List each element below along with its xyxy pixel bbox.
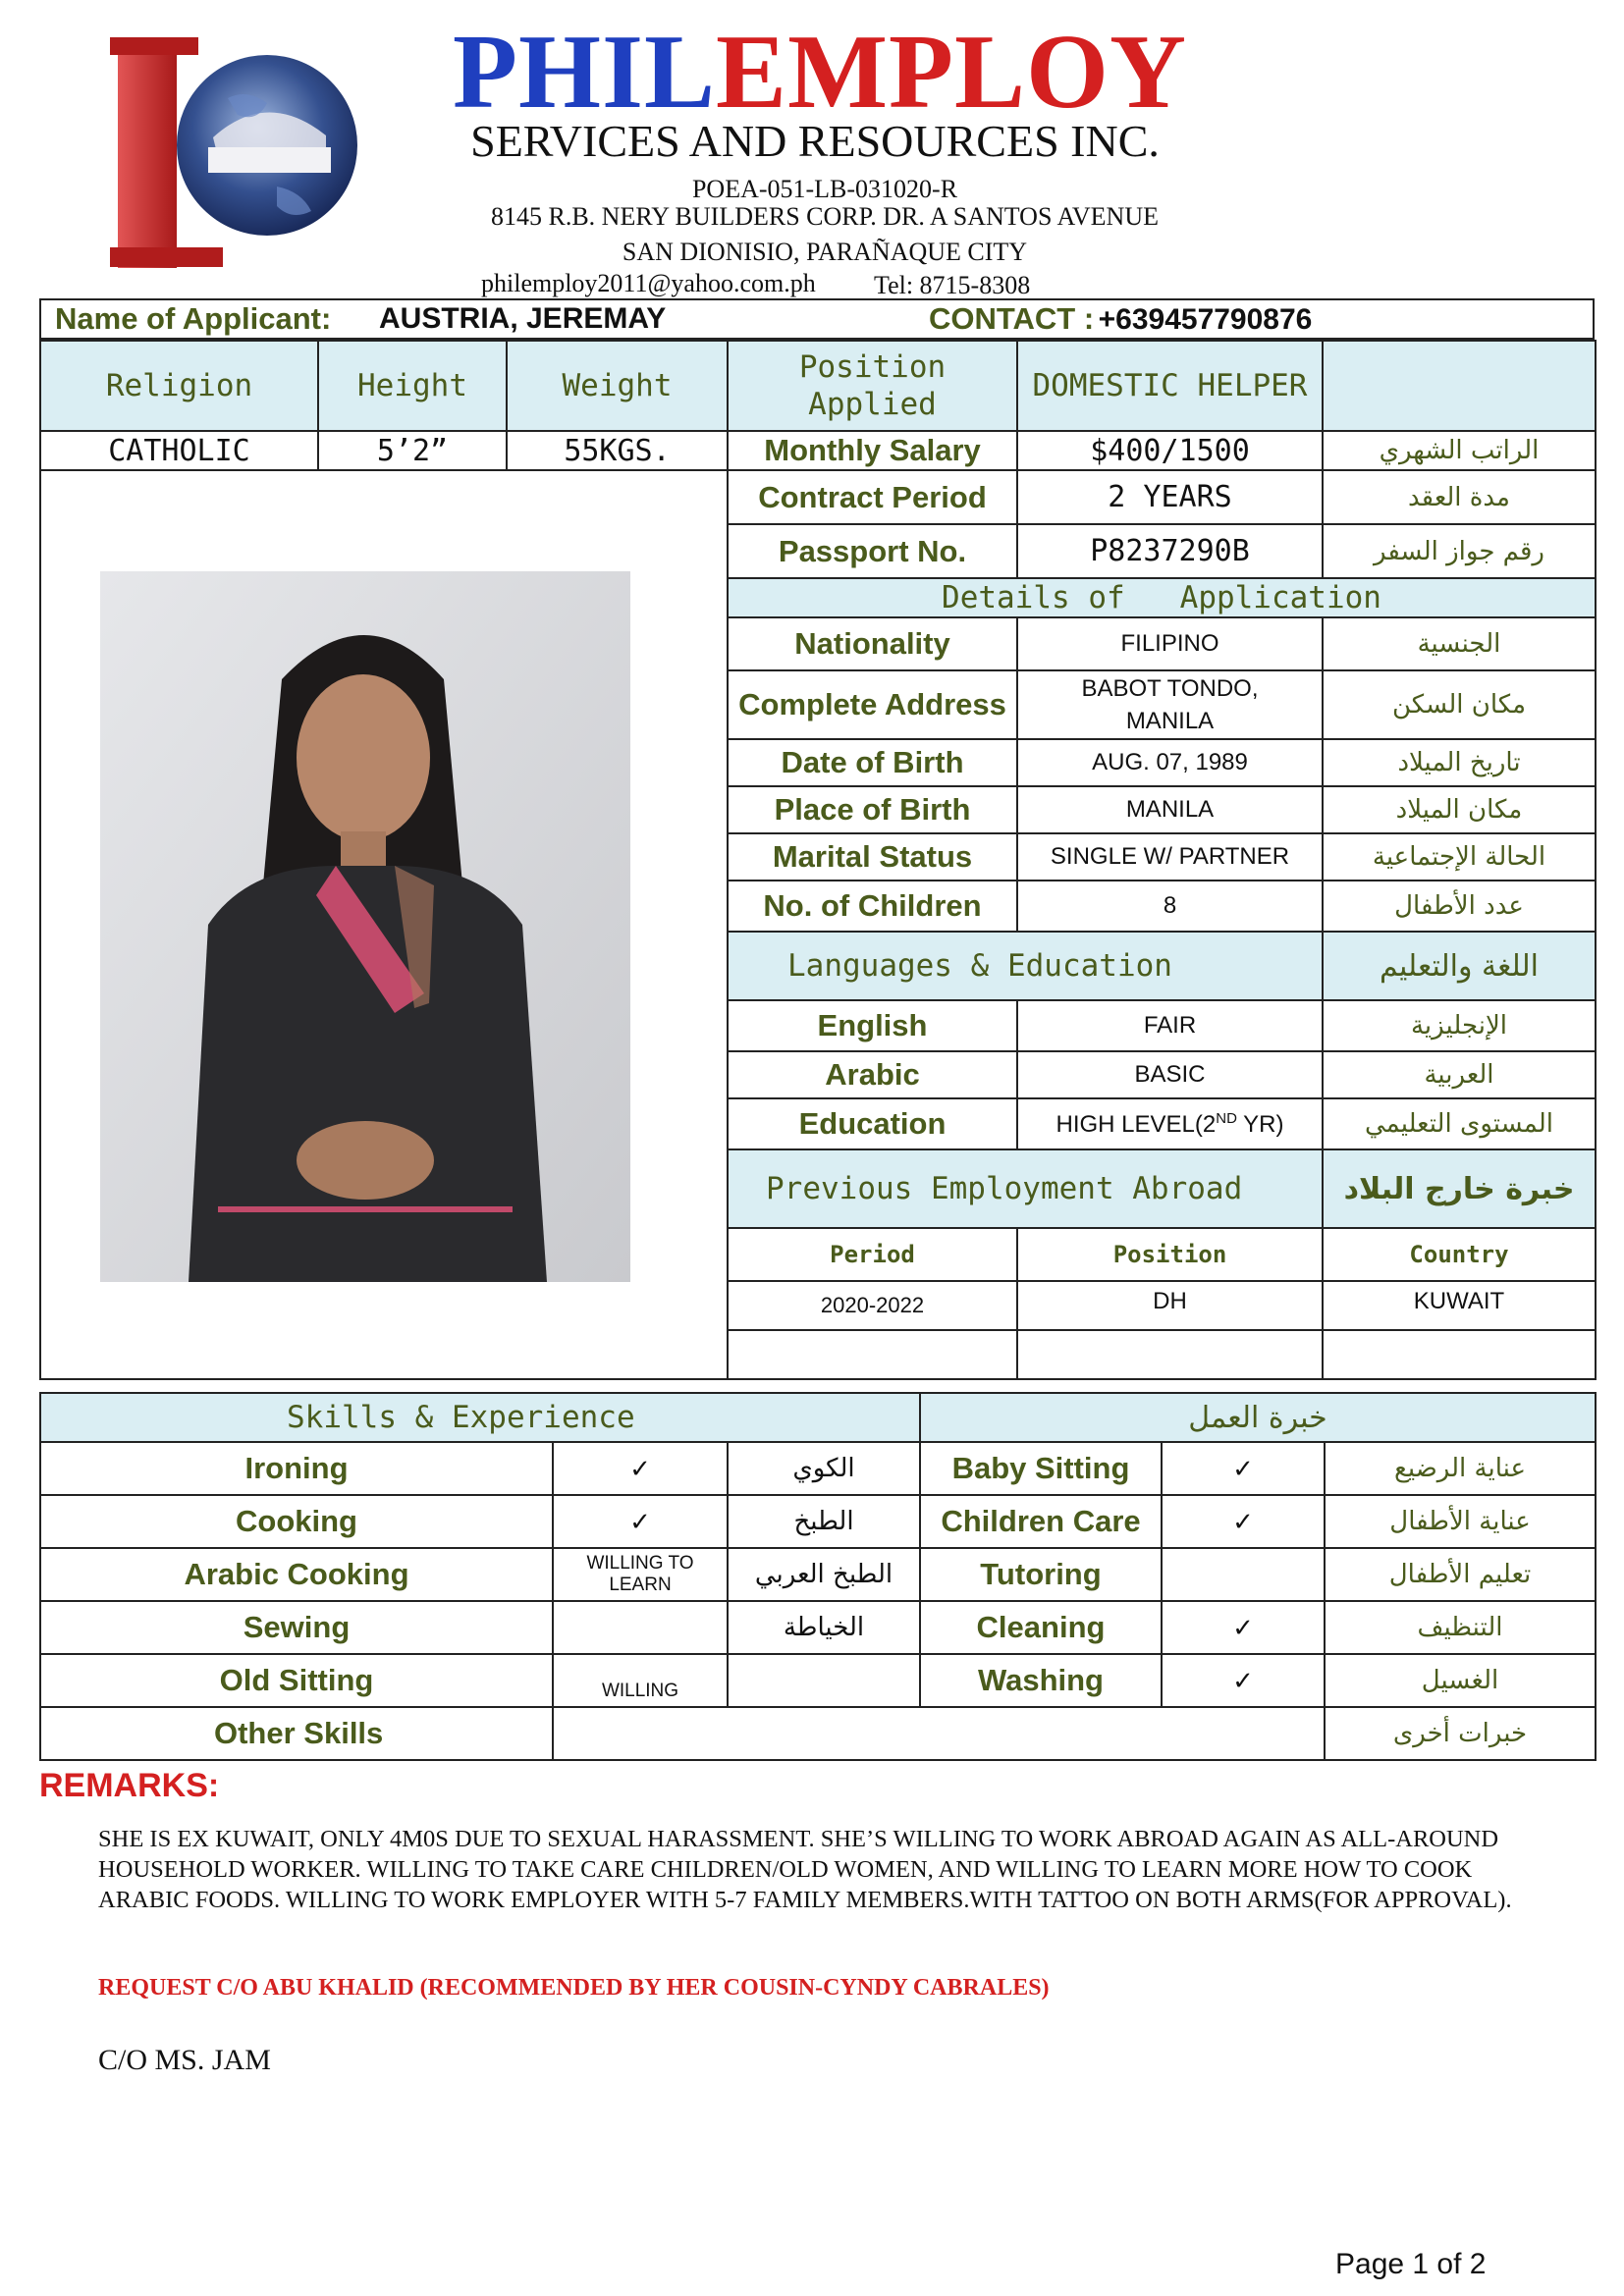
company-name: PHILEMPLOY: [452, 14, 1188, 131]
education-label: Education: [728, 1098, 1017, 1149]
detail-label: Place of Birth: [728, 786, 1017, 833]
detail-ar: مكان السكن: [1323, 670, 1596, 739]
page-number: Page 1 of 2: [1335, 2248, 1487, 2280]
height-header: Height: [318, 341, 507, 431]
detail-value: AUG. 07, 1989: [1017, 739, 1323, 786]
language-ar: العربية: [1323, 1051, 1596, 1098]
skill-mark: WILLING: [553, 1654, 728, 1707]
applicant-name-table: [39, 298, 1595, 340]
other-skills-value: [553, 1707, 1325, 1760]
skill-label: Cooking: [40, 1495, 553, 1548]
detail-ar: الحالة الإجتماعية: [1323, 833, 1596, 881]
skills-title-ar: خبرة العمل: [920, 1393, 1596, 1442]
company-subtitle: SERVICES AND RESOURCES INC.: [470, 116, 1160, 166]
detail-value: MANILA: [1017, 786, 1323, 833]
contract-label: Monthly Salary: [728, 431, 1017, 470]
other-skills-label: Other Skills: [40, 1707, 553, 1760]
detail-ar: عدد الأطفال: [1323, 881, 1596, 932]
skill-ar: الطبخ: [728, 1495, 920, 1548]
languages-title: Languages & Education: [728, 932, 1323, 1000]
skill-ar: الخياطة: [728, 1601, 920, 1654]
address-line-2: SAN DIONISIO, PARAÑAQUE CITY: [622, 238, 1028, 266]
language-label: English: [728, 1000, 1017, 1051]
employment-title: Previous Employment Abroad: [728, 1149, 1323, 1228]
employment-blank: [728, 1330, 1017, 1379]
skill-ar: الطبخ العربي: [728, 1548, 920, 1601]
height-value: 5’2”: [318, 431, 507, 470]
license-number: POEA-051-LB-031020-R: [691, 175, 958, 203]
skill-ar: عناية الرضيع: [1325, 1442, 1596, 1495]
email-address: philemploy2011@yahoo.com.ph: [481, 269, 816, 297]
care-of-note: C/O MS. JAM: [98, 2044, 271, 2076]
position-value: DOMESTIC HELPER: [1017, 341, 1323, 431]
weight-header: Weight: [507, 341, 728, 431]
address-line-1: 8145 R.B. NERY BUILDERS CORP. DR. A SANTOS AVENUE: [491, 202, 1159, 231]
employment-title-ar: خبرة خارج البلاد: [1323, 1149, 1596, 1228]
company-logo: [110, 29, 360, 275]
contact-cell: [929, 299, 1594, 339]
detail-ar: الجنسية: [1323, 617, 1596, 670]
telephone: Tel: 8715-8308: [874, 271, 1031, 299]
detail-label: No. of Children: [728, 881, 1017, 932]
contact-label: CONTACT :: [929, 301, 1095, 336]
skill-mark: WILLING TO LEARN: [553, 1548, 728, 1601]
skill-ar: الكوي: [728, 1442, 920, 1495]
skill-label: Ironing: [40, 1442, 553, 1495]
employment-period: 2020-2022: [728, 1281, 1017, 1330]
contract-label: Contract Period: [728, 470, 1017, 524]
skill-ar: تعليم الأطفال: [1325, 1548, 1596, 1601]
employment-blank: [1323, 1330, 1596, 1379]
skill-label: Washing: [920, 1654, 1162, 1707]
contract-value: 2 YEARS: [1017, 470, 1323, 524]
contract-value: $400/1500: [1017, 431, 1323, 470]
detail-label: Complete Address: [728, 670, 1017, 739]
contact-number: +639457790876: [1098, 303, 1313, 336]
applicant-name: AUSTRIA, JEREMAY: [379, 299, 929, 339]
employment-country: KUWAIT: [1323, 1281, 1596, 1330]
detail-label: Nationality: [728, 617, 1017, 670]
skill-mark: ✓: [553, 1442, 728, 1495]
contract-value: P8237290B: [1017, 524, 1323, 578]
position-header: Position Applied: [728, 341, 1017, 431]
skill-label: Sewing: [40, 1601, 553, 1654]
skill-label: Children Care: [920, 1495, 1162, 1548]
position-blank: [1323, 341, 1596, 431]
skill-mark: [553, 1601, 728, 1654]
skill-mark: [1162, 1548, 1325, 1601]
language-level: FAIR: [1017, 1000, 1323, 1051]
education-value: [1017, 1098, 1323, 1149]
weight-value: 55KGS.: [507, 431, 728, 470]
skill-mark: ✓: [1162, 1654, 1325, 1707]
skill-label: Arabic Cooking: [40, 1548, 553, 1601]
education-ordinal: ND: [1216, 1109, 1237, 1127]
detail-value: BABOT TONDO, MANILA: [1017, 670, 1323, 739]
employment-col-period: Period: [728, 1228, 1017, 1281]
detail-label: Date of Birth: [728, 739, 1017, 786]
skill-mark: ✓: [1162, 1442, 1325, 1495]
language-level: BASIC: [1017, 1051, 1323, 1098]
detail-value: SINGLE W/ PARTNER: [1017, 833, 1323, 881]
detail-ar: مكان الميلاد: [1323, 786, 1596, 833]
language-label: Arabic: [728, 1051, 1017, 1098]
language-ar: الإنجليزية: [1323, 1000, 1596, 1051]
other-skills-ar: خبرات أخرى: [1325, 1707, 1596, 1760]
remarks-text: SHE IS EX KUWAIT, ONLY 4M0S DUE TO SEXUAL HARASSMENT. SHE’S WILLING TO WORK ABROAD AGAIN AS ALL-AROUND HOUSEHOLD WORKER. WILLING TO TAKE CARE CHILDREN/OLD WOMEN, AND WILLING TO LEARN MORE HOW TO COOK ARABIC FOODS. WILLING TO WORK EMPLOYER WITH 5-7 FAMILY MEMBERS.WITH TATTOO ON BOTH ARMS(FOR APPROVAL).: [98, 1826, 1512, 1913]
skill-ar: التنظيف: [1325, 1601, 1596, 1654]
contract-label: Passport No.: [728, 524, 1017, 578]
skill-ar: [728, 1654, 920, 1707]
remarks-title: REMARKS:: [39, 1767, 220, 1804]
employment-position: DH: [1017, 1281, 1323, 1330]
languages-title-ar: اللغة والتعليم: [1323, 932, 1596, 1000]
skills-table: [39, 1392, 1597, 1761]
skill-label: Tutoring: [920, 1548, 1162, 1601]
detail-value: FILIPINO: [1017, 617, 1323, 670]
religion-value: CATHOLIC: [40, 431, 318, 470]
applicant-photo: [100, 571, 630, 1282]
skills-title: Skills & Experience: [40, 1393, 920, 1442]
employment-col-country: Country: [1323, 1228, 1596, 1281]
religion-header: Religion: [40, 341, 318, 431]
education-level: HIGH LEVEL(2: [1056, 1110, 1217, 1138]
contract-ar: رقم جواز السفر: [1323, 524, 1596, 578]
detail-ar: تاريخ الميلاد: [1323, 739, 1596, 786]
details-title: Details of Application: [728, 578, 1596, 617]
contract-ar: مدة العقد: [1323, 470, 1596, 524]
skill-ar: الغسيل: [1325, 1654, 1596, 1707]
skill-mark: ✓: [1162, 1495, 1325, 1548]
employment-col-position: Position: [1017, 1228, 1323, 1281]
name-label: Name of Applicant:: [40, 299, 379, 339]
skill-mark: ✓: [1162, 1601, 1325, 1654]
request-note: REQUEST C/O ABU KHALID (RECOMMENDED BY HER COUSIN-CYNDY CABRALES): [98, 1975, 1050, 2001]
detail-value: 8: [1017, 881, 1323, 932]
contract-ar: الراتب الشهري: [1323, 431, 1596, 470]
skill-mark: ✓: [553, 1495, 728, 1548]
education-year: YR): [1236, 1110, 1284, 1138]
employment-blank: [1017, 1330, 1323, 1379]
skill-label: Baby Sitting: [920, 1442, 1162, 1495]
education-ar: المستوى التعليمي: [1323, 1098, 1596, 1149]
detail-label: Marital Status: [728, 833, 1017, 881]
skill-label: Cleaning: [920, 1601, 1162, 1654]
skill-ar: عناية الأطفال: [1325, 1495, 1596, 1548]
skill-label: Old Sitting: [40, 1654, 553, 1707]
